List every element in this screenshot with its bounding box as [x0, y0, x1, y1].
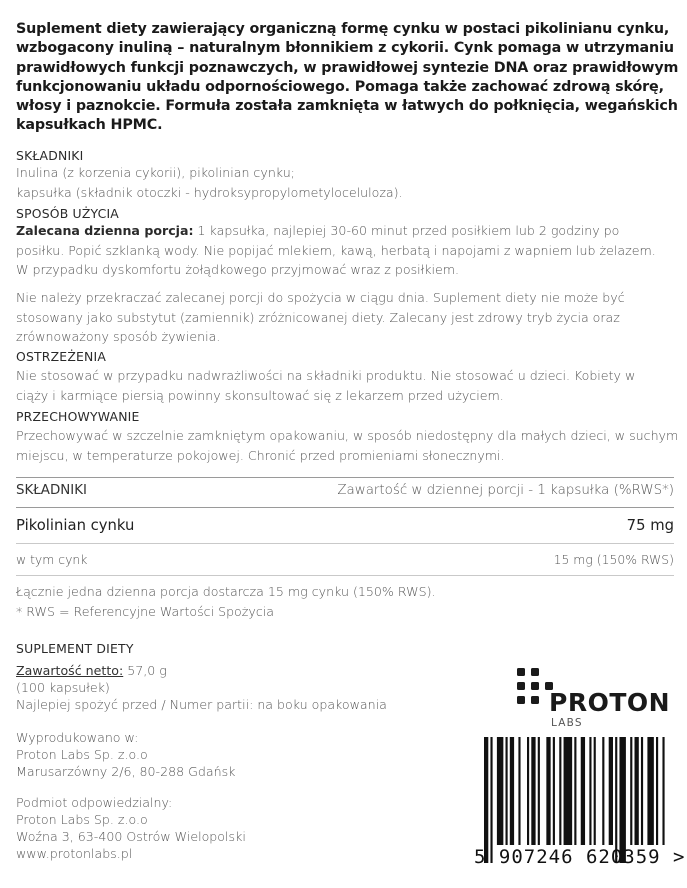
barcode-bar [641, 737, 643, 845]
table-top-rule [16, 477, 674, 478]
barcode-bar [531, 737, 535, 845]
barcode-bar [589, 737, 591, 845]
table-header-rule [16, 507, 674, 508]
storage-text: Przechowywać w szczelnie zamkniętym opakowaniu, w sposób niedostępny dla małych dzieci, w suchym miejscu, w temperaturze pokojowej. Chronić przed promieniami słonecznymi. [16, 428, 679, 463]
barcode-bar [497, 737, 503, 845]
table-row [16, 552, 674, 567]
barcode-bar [581, 737, 585, 845]
brand-name: PROTON [549, 688, 671, 717]
table-bottom-rule [16, 575, 674, 576]
notice-text: Nie należy przekraczać zalecanej porcji do spożycia w ciągu dnia. Suplement diety nie może być stosowany jako substytut (zamiennik) zróżnicowanej diety. Zalecany jest zdrowy tryb życia oraz zrównoważony sposób żywienia. [16, 290, 625, 345]
usage-heading: SPOSÓB UŻYCIA [16, 206, 119, 221]
table-row-value: 75 mg [626, 517, 674, 534]
manufacturer-name: Proton Labs Sp. z.o.o [16, 747, 148, 762]
barcode-bar [630, 737, 632, 845]
barcode-bar [609, 737, 613, 845]
barcode-bar [484, 737, 488, 863]
barcode-digits: 5 907246 620359 > [474, 846, 686, 868]
product-type: SUPLEMENT DIETY [16, 641, 134, 656]
ingredients-heading: SKŁADNIKI [16, 148, 84, 163]
table-row-name: Pikolinian cynku [16, 517, 135, 534]
best-before: Najlepiej spożyć przed / Numer partii: na boku opakowania [16, 697, 387, 712]
barcode-bar [615, 737, 617, 863]
responsible-name: Proton Labs Sp. z.o.o [16, 812, 148, 827]
table-header [16, 483, 674, 498]
barcode-bar [506, 737, 508, 845]
manufacturer-label: Wyprodukowano w: [16, 730, 139, 745]
table-note-rws: * RWS = Referencyjne Wartości Spożycia [16, 604, 274, 619]
table-row-value: 15 mg (150% RWS) [553, 552, 674, 567]
table-row-name: w tym cynk [16, 552, 88, 567]
responsible-block [16, 794, 246, 862]
barcode-bar [594, 737, 596, 845]
usage-body: 1 kapsułka, najlepiej 30-60 minut przed posiłkiem lub 2 godziny po posiłku. Popić szklanką wody. Nie popijać mlekiem, kawą, herbatą i napojami z wapniem lub żelazem. W przypadku dyskomfortu żołądkowego przyjmować wraz z posiłkiem. [16, 223, 656, 278]
responsible-label: Podmiot odpowiedzialny: [16, 795, 173, 810]
warnings-heading: OSTRZEŻENIA [16, 349, 107, 364]
net-content-value: 57,0 g [123, 663, 167, 678]
barcode-bar [538, 737, 540, 845]
barcode-bar [564, 737, 573, 845]
table-note-total: Łącznie jedna dzienna porcja dostarcza 15 mg cynku (150% RWS). [16, 584, 436, 599]
usage-text [16, 221, 656, 280]
barcode-bar [518, 737, 520, 845]
usage-label: Zalecana dzienna porcja: [16, 223, 194, 238]
brand-sub: LABS [551, 717, 583, 729]
storage-heading: PRZECHOWYWANIE [16, 409, 140, 424]
barcode-bar [527, 737, 529, 845]
brand-logo [517, 668, 671, 732]
table-row [16, 517, 674, 534]
barcode-bar [635, 737, 639, 845]
barcode-bar [546, 737, 550, 845]
ingredients-line-1: Inulina (z korzenia cykorii), pikolinian cynku; [16, 165, 295, 180]
barcode-bar [647, 737, 653, 845]
responsible-address: Woźna 3, 63-400 Ostrów Wielopolski [16, 829, 246, 844]
barcode-bar [602, 737, 604, 845]
manufacturer-address: Marusarzówny 2/6, 80-288 Gdańsk [16, 764, 236, 779]
ingredients-line-2: kapsułka (składnik otoczki - hydroksypropylometyloceluloza). [16, 184, 403, 200]
barcode-bar [553, 737, 555, 845]
barcode-bar [490, 737, 492, 863]
barcode-bar [574, 737, 576, 845]
ingredients-text [16, 163, 676, 202]
proton-dots-logo-icon [517, 668, 553, 704]
barcode-bar [559, 737, 561, 845]
product-description: Suplement diety zawierający organiczną formę cynku w postaci pikolinianu cynku, wzbogacony inuliną – naturalnym błonnikiem z cykorii. Cynk pomaga w utrzymaniu prawidłowych funkcji poznawczych, w prawidłowej syntezie DNA oraz prawidłowym funkcjonowaniu układu odpornościowego. Pomaga także zachować zdrową skórę, włosy i paznokcie. Formuła została zamknięta w łatwych do połknięcia, wegańskich kapsułkach HPMC. [16, 21, 679, 134]
barcode-bar [510, 737, 514, 845]
barcode-bar [656, 737, 658, 845]
table-row-rule [16, 543, 674, 544]
product-info [16, 662, 446, 713]
capsule-count: (100 kapsułek) [16, 680, 110, 695]
net-content-label: Zawartość netto: [16, 663, 124, 678]
table-col-content: Zawartość w dziennej porcji - 1 kapsułka (%RWS*) [337, 483, 674, 498]
net-content [16, 662, 446, 679]
manufacturer-block [16, 729, 235, 780]
barcode-bar [662, 737, 664, 845]
warnings-text: Nie stosować w przypadku nadwrażliwości na składniki produktu. Nie stosować u dzieci. Kobiety w ciąży i karmiące piersią powinny skonsultować się z lekarzem przed użyciem. [16, 368, 636, 403]
table-col-ingredients: SKŁADNIKI [16, 483, 87, 498]
barcode-bar [619, 737, 625, 863]
website-link[interactable]: www.protonlabs.pl [16, 846, 133, 861]
